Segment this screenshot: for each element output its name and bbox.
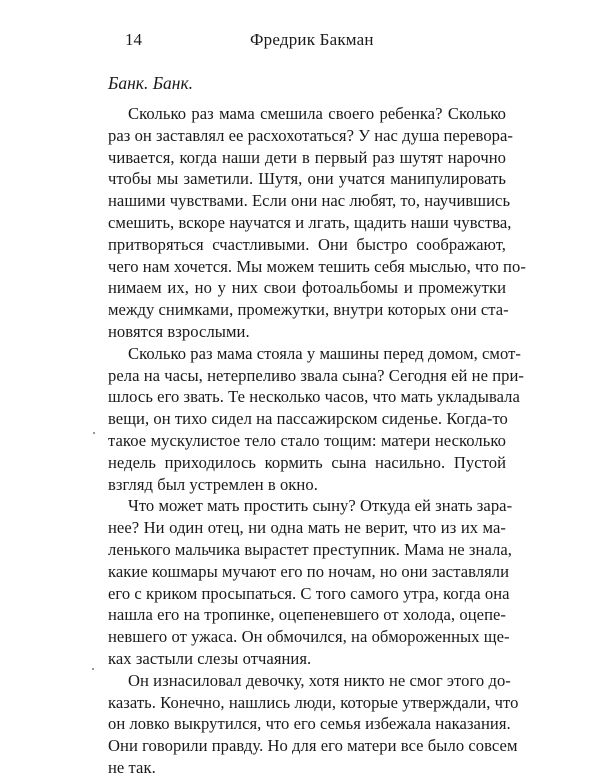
text-line: чтобы мы заметили. Шутя, они учатся манипулировать — [108, 169, 506, 189]
text-line: нашими чувствами. Если они нас любят, то, научившись — [108, 191, 511, 211]
text-line: не так. — [108, 757, 156, 777]
text-line: взгляд был устремлен в окно. — [108, 474, 318, 494]
text-line: Он изнасиловал девочку, хотя никто не смог этого до- — [128, 670, 511, 690]
text-line: казать. Конечно, нашлись люди, которые утверждали, что — [108, 692, 519, 712]
print-speck — [92, 668, 94, 670]
text-line: ках застыли слезы отчаяния. — [108, 648, 312, 668]
text-line: рела на часы, нетерпеливо звала сына? Сегодня ей не при- — [108, 365, 524, 385]
page-number: 14 — [125, 30, 142, 49]
text-line: Что может мать простить сыну? Откуда ей знать зара- — [128, 496, 513, 516]
text-line: Сколько раз мама стояла у машины перед домом, смот- — [128, 343, 521, 363]
body-text — [108, 103, 526, 779]
text-line: Они говорили правду. Но для его матери все было совсем — [108, 736, 518, 756]
text-line: шлось его звать. Те несколько часов, что мать укладывала — [108, 387, 520, 407]
section-title: Банк. Банк. — [108, 73, 194, 93]
text-line: такое мускулистое тело стало тощим: матери несколько — [108, 430, 506, 450]
text-line: недель приходилось кормить сына насильно. Пустой — [108, 452, 506, 472]
text-line: чивается, когда наши дети в первый раз шутят нарочно — [108, 147, 506, 167]
text-line: нее? Ни один отец, ни одна мать не верит, что из их ма- — [108, 518, 506, 538]
text-line: смешить, вскоре научатся и лгать, щадить наши чувства, — [108, 212, 512, 232]
text-line: он ловко выкрутился, что его семья избежала наказания. — [108, 714, 511, 734]
text-line: Сколько раз мама смешила своего ребенка? Сколько — [128, 104, 506, 123]
text-line: нимаем их, но у них свои фотоальбомы и промежутки — [108, 278, 506, 298]
running-header: Фредрик Бакман — [250, 30, 374, 49]
text-line: притворяться счастливыми. Они быстро соображают, — [108, 234, 506, 254]
text-line: вещи, он тихо сидел на пассажирском сиденье. Когда-то — [108, 409, 508, 429]
text-line: невшего от ужаса. Он обмочился, на обмороженных ще- — [108, 627, 510, 647]
text-line: чего нам хочется. Мы можем тешить себя мыслью, что по- — [108, 256, 526, 276]
text-line: нашла его на тропинке, оцепеневшего от холода, оцепе- — [108, 605, 506, 625]
text-line: его с криком просыпаться. С того самого утра, когда она — [108, 583, 510, 603]
text-line: раз он заставлял ее расхохотаться? У нас душа перевора- — [108, 125, 514, 145]
text-line: между снимками, промежутки, внутри которых они ста- — [108, 300, 509, 320]
text-line: какие кошмары мучают его по ночам, но они заставляли — [108, 561, 510, 581]
print-speck — [93, 432, 95, 434]
text-line: ленького мальчика вырастет преступник. Мама не знала, — [108, 539, 512, 559]
text-line: новятся взрослыми. — [108, 321, 250, 341]
